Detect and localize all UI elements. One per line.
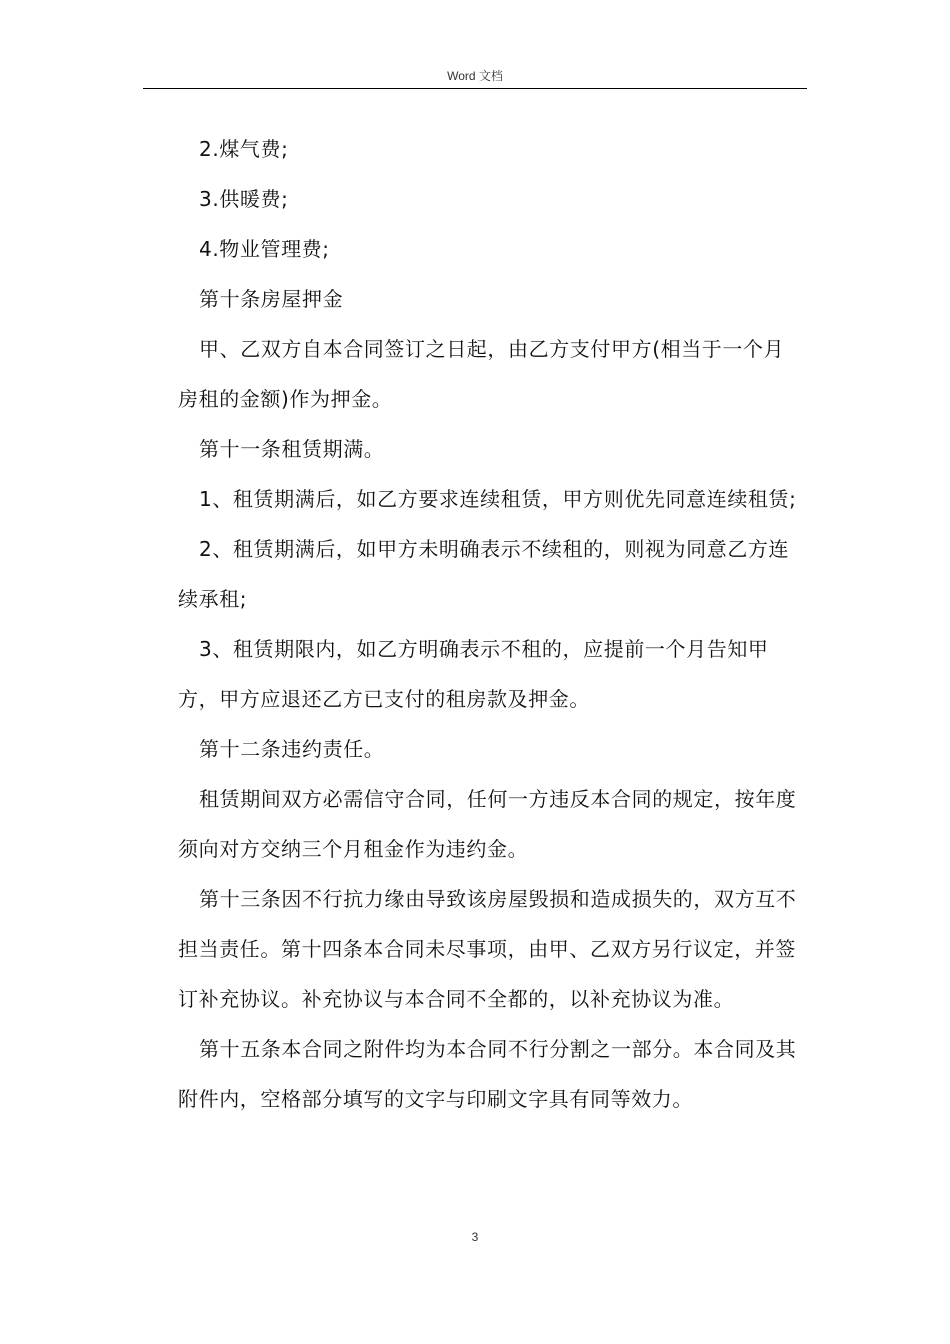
paragraph: 第十三条因不行抗力缘由导致该房屋毁损和造成损失的，双方互不担当责任。第十四条本合同未尽事项，由甲、乙双方另行议定，并签订补充协议。补充协议与本合同不全都的，以补充协议为准。 [178,887,797,1011]
paragraph: 1、租赁期满后，如乙方要求连续租赁，甲方则优先同意连续租赁; [199,487,797,511]
page-header: Word 文档 [447,69,503,83]
paragraph: 2、租赁期满后，如甲方未明确表示不续租的，则视为同意乙方连续承租; [178,537,790,611]
paragraph: 租赁期间双方必需信守合同，任何一方违反本合同的规定，按年度须向对方交纳三个月租金作为违约金。 [178,787,797,861]
article-heading: 第十一条租赁期满。 [199,437,385,461]
header-divider [143,88,807,89]
paragraph: 2.煤气费; [199,137,289,161]
paragraph: 第十五条本合同之附件均为本合同不行分割之一部分。本合同及其附件内，空格部分填写的文字与印刷文字具有同等效力。 [178,1037,797,1111]
article-heading: 第十条房屋押金 [199,287,344,311]
paragraph: 4.物业管理费; [199,237,330,261]
paragraph: 3、租赁期限内，如乙方明确表示不租的，应提前一个月告知甲方，甲方应退还乙方已支付的租房款及押金。 [178,637,769,711]
document-body [178,124,804,1124]
article-heading: 第十二条违约责任。 [199,737,385,761]
paragraph: 甲、乙双方自本合同签订之日起，由乙方支付甲方(相当于一个月房租的金额)作为押金。 [178,337,785,411]
page-number: 3 [471,1230,479,1244]
paragraph: 3.供暖费; [199,187,289,211]
